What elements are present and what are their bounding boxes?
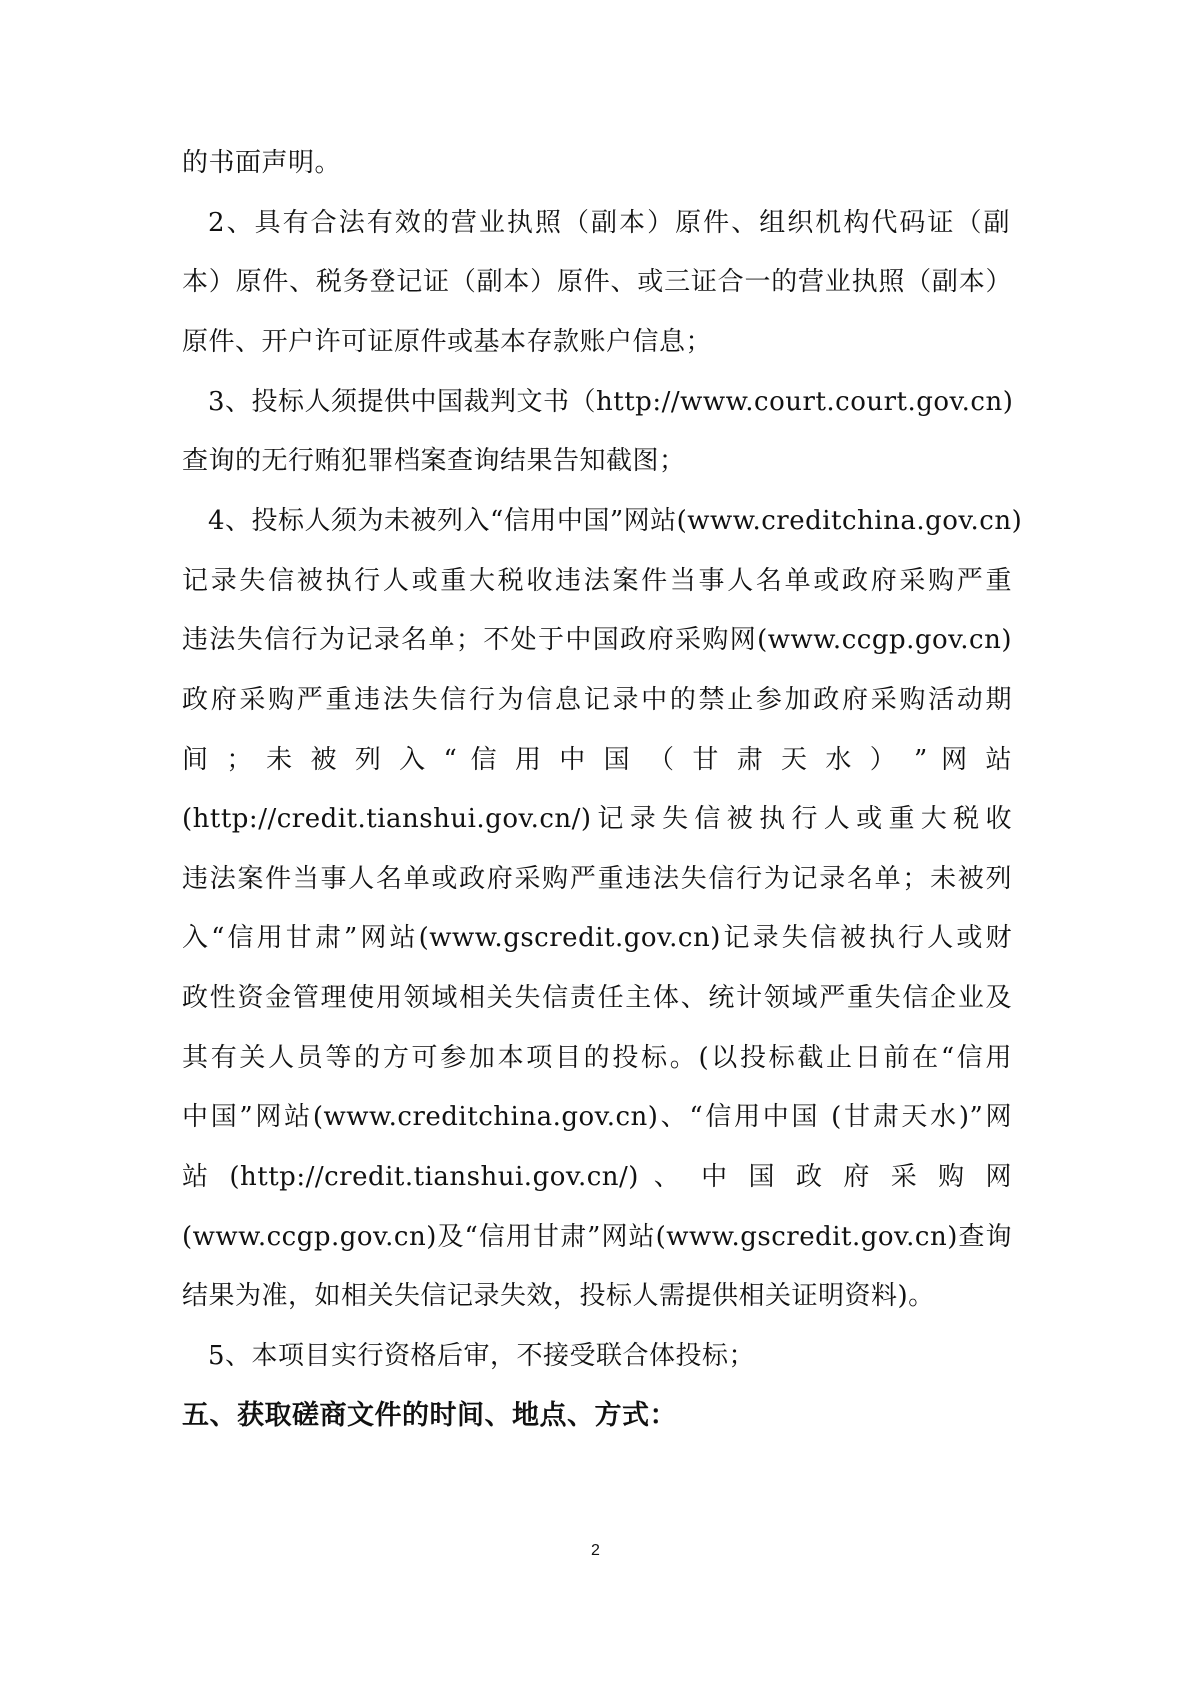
text-line-11: 间 ； 未 被 列 入 “ 信 用 中 国 （ 甘 肃 天 水 ） ” 网 站 <box>182 745 1012 775</box>
page-number: 2 <box>591 1542 600 1559</box>
text-line-19: (www.ccgp.gov.cn)及“信用甘肃”网站(www.gscredit.gov.cn)查询 <box>182 1222 1012 1252</box>
text-line-17: 中国”网站(www.creditchina.gov.cn)、“信用中国 (甘肃天水)”网 <box>182 1102 1012 1132</box>
text-line-7: 4、投标人须为未被列入“信用中国”网站(www.creditchina.gov.cn) <box>208 506 1023 536</box>
text-line-16: 其有关人员等的方可参加本项目的投标。(以投标截止日前在“信用 <box>182 1043 1012 1073</box>
text-line-1: 的书面声明。 <box>182 148 342 178</box>
text-line-14: 入“信用甘肃”网站(www.gscredit.gov.cn)记录失信被执行人或财 <box>182 923 1012 953</box>
text-line-12: (http://credit.tianshui.gov.cn/)记录失信被执行人或重大税收 <box>182 804 1012 834</box>
text-line-13: 违法案件当事人名单或政府采购严重违法失信行为记录名单；未被列 <box>182 864 1012 894</box>
text-line-10: 政府采购严重违法失信行为信息记录中的禁止参加政府采购活动期 <box>182 685 1012 715</box>
text-line-2: 2、具有合法有效的营业执照（副本）原件、组织机构代码证（副 <box>208 208 1010 238</box>
text-line-8: 记录失信被执行人或重大税收违法案件当事人名单或政府采购严重 <box>182 566 1012 596</box>
text-line-6: 查询的无行贿犯罪档案查询结果告知截图； <box>182 446 686 476</box>
text-line-18: 站 (http://credit.tianshui.gov.cn/) 、 中 国 政 府 采 购 网 <box>182 1162 1012 1192</box>
text-line-9: 违法失信行为记录名单；不处于中国政府采购网(www.ccgp.gov.cn) <box>182 625 1012 655</box>
section-heading: 五、获取磋商文件的时间、地点、方式： <box>182 1400 677 1431</box>
text-line-20: 结果为准，如相关失信记录失效，投标人需提供相关证明资料)。 <box>182 1281 935 1311</box>
text-line-5: 3、投标人须提供中国裁判文书（http://www.court.court.gov.cn) <box>208 387 1014 417</box>
text-line-3: 本）原件、税务登记证（副本）原件、或三证合一的营业执照（副本） <box>182 267 1012 297</box>
text-line-15: 政性资金管理使用领域相关失信责任主体、统计领域严重失信企业及 <box>182 983 1012 1013</box>
text-line-21: 5、本项目实行资格后审，不接受联合体投标； <box>208 1341 756 1371</box>
text-line-4: 原件、开户许可证原件或基本存款账户信息； <box>182 327 713 357</box>
